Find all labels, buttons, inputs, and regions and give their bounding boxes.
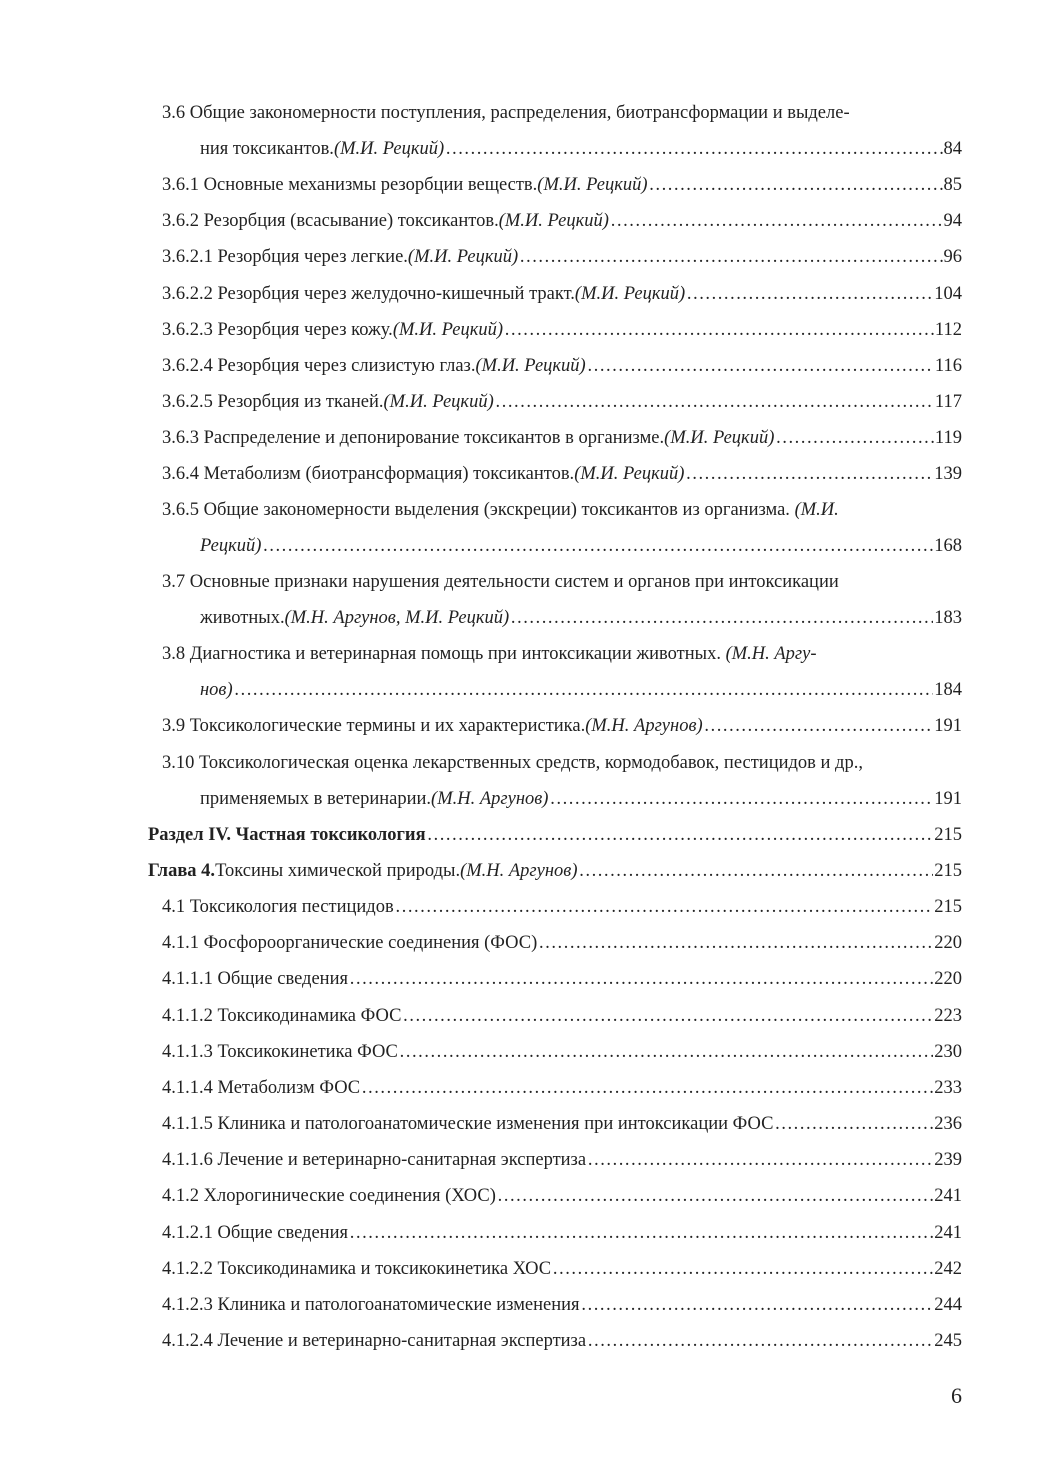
toc-entry[interactable] [162, 426, 962, 450]
toc-entry[interactable] [200, 137, 962, 161]
toc-entry-text: 4.1.1.6 Лечение и ветеринарно-санитарная экспертиза [162, 1150, 587, 1170]
toc-entry-author: (М.Н. Аргунов) [585, 716, 703, 736]
toc-entry-author: (М.И. Рецкий) [475, 356, 586, 376]
toc-page-number: 245 [934, 1331, 962, 1351]
toc-leader-dots [774, 1112, 933, 1136]
toc-entry[interactable] [162, 1293, 962, 1317]
toc-entry-text: 4.1.2.3 Клиника и патологоанатомические изменения [162, 1295, 580, 1315]
toc-entry[interactable] [162, 1148, 962, 1172]
toc-entry[interactable] [162, 931, 962, 955]
toc-leader-dots [578, 859, 933, 883]
toc-page-number: 96 [943, 247, 962, 267]
toc-entry[interactable] [162, 245, 962, 269]
toc-entry-text: 4.1.1 Фосфороорганические соединения (ФОС) [162, 933, 538, 953]
toc-leader-dots [549, 787, 933, 811]
toc-page-number: 84 [943, 139, 962, 159]
toc-entry-text: 3.8 Диагностика и ветеринарная помощь при интоксикации животных. [162, 644, 721, 664]
toc-entry[interactable] [162, 1184, 962, 1208]
toc-page-number: 119 [934, 428, 962, 448]
toc-entry-text: 3.6.2.2 Резорбция через желудочно-кишечный тракт. [162, 284, 575, 304]
toc-page-number: 236 [934, 1114, 962, 1134]
toc-entry-text: 3.10 Токсикологическая оценка лекарственных средств, кормодобавок, пестицидов и др., [162, 753, 863, 773]
toc-leader-dots [445, 137, 942, 161]
toc-leader-dots [402, 1004, 933, 1028]
toc-entry-line [162, 751, 863, 775]
toc-entry-text: 3.6.1 Основные механизмы резорбции веществ. [162, 175, 538, 195]
toc-entry[interactable] [200, 534, 962, 558]
toc-entry-author: (М.И. Рецкий) [498, 211, 609, 231]
toc-leader-dots [649, 173, 943, 197]
toc-entry-author: (М.Н. Аргунов) [431, 789, 549, 809]
toc-entry[interactable] [148, 859, 962, 883]
toc-entry-text: 3.6 Общие закономерности поступления, распределения, биотрансформации и выделе- [162, 103, 850, 123]
toc-page-number: 233 [934, 1078, 962, 1098]
toc-entry-author: нов) [200, 680, 233, 700]
toc-page-number: 139 [934, 464, 962, 484]
toc-entry[interactable] [162, 895, 962, 919]
toc-entry[interactable] [162, 1076, 962, 1100]
toc-leader-dots [510, 606, 933, 630]
toc-entry[interactable] [162, 354, 962, 378]
toc-leader-dots [587, 354, 934, 378]
toc-entry-text: применяемых в ветеринарии. [200, 789, 432, 809]
toc-leader-dots [552, 1257, 933, 1281]
toc-leader-dots [399, 1040, 933, 1064]
toc-entry-author: (М.И. Рецкий) [664, 428, 775, 448]
toc-entry[interactable] [162, 1040, 962, 1064]
toc-page-number: 230 [934, 1042, 962, 1062]
toc-leader-dots [704, 714, 934, 738]
toc-entry-text: 4.1.2.1 Общие сведения [162, 1223, 348, 1243]
toc-leader-dots [519, 245, 942, 269]
toc-entry[interactable] [162, 1221, 962, 1245]
toc-entry-text: 3.6.2.4 Резорбция через слизистую глаз. [162, 356, 476, 376]
toc-leader-dots [262, 534, 933, 558]
toc-page-number: 220 [934, 969, 962, 989]
toc-page-number: 184 [934, 680, 962, 700]
toc-page-number: 220 [934, 933, 962, 953]
toc-entry-text: 3.6.2.5 Резорбция из тканей. [162, 392, 384, 412]
toc-page-number: 242 [934, 1259, 962, 1279]
page-number: 6 [951, 1383, 962, 1408]
toc-entry-author: Рецкий) [200, 536, 262, 556]
toc-entry-text: 4.1.2.2 Токсикодинамика и токсикокинетика ХОС [162, 1259, 552, 1279]
toc-entry-author: (М.И. [789, 500, 839, 520]
toc-leader-dots [495, 390, 934, 414]
toc-page-number: 168 [934, 536, 962, 556]
toc-leader-dots [538, 931, 933, 955]
toc-page-number: 241 [934, 1223, 962, 1243]
toc-entry-text: 3.7 Основные признаки нарушения деятельности систем и органов при интоксикации [162, 572, 839, 592]
toc-entry[interactable] [200, 678, 962, 702]
toc-entry-text: 4.1.2 Хлорогинические соединения (ХОС) [162, 1186, 496, 1206]
toc-page-number: 191 [934, 716, 962, 736]
toc-entry[interactable] [162, 282, 962, 306]
toc-page-number: 223 [934, 1006, 962, 1026]
toc-page-number: 215 [934, 861, 962, 881]
toc-entry-text: 4.1.1.2 Токсикодинамика ФОС [162, 1006, 402, 1026]
toc-page-number: 104 [934, 284, 962, 304]
toc-page-number: 191 [934, 789, 962, 809]
toc-entry-text: Токсины химической природы. [215, 861, 461, 881]
toc-leader-dots [349, 1221, 933, 1245]
toc-entry[interactable] [162, 318, 962, 342]
toc-entry-text: 4.1.1.3 Токсикокинетика ФОС [162, 1042, 398, 1062]
toc-leader-dots [775, 426, 934, 450]
toc-page-number: 117 [934, 392, 962, 412]
toc-page-number: 183 [934, 608, 962, 628]
toc-entry-text: 4.1.2.4 Лечение и ветеринарно-санитарная экспертиза [162, 1331, 587, 1351]
toc-entry-author: (М.И. Рецкий) [333, 139, 445, 159]
toc-entry-text: 4.1.1.1 Общие сведения [162, 969, 348, 989]
toc-entry-text: 3.9 Токсикологические термины и их характеристика. [162, 716, 586, 736]
toc-entry-author: (М.И. Рецкий) [407, 247, 519, 267]
toc-page-number: 85 [943, 175, 962, 195]
toc-entry-author: (М.И. Рецкий) [537, 175, 648, 195]
toc-entry-text: 3.6.2 Резорбция (всасывание) токсикантов. [162, 211, 499, 231]
toc-entry-line [162, 570, 839, 594]
toc-leader-dots [427, 823, 934, 847]
toc-entry-line [162, 101, 850, 125]
toc-entry[interactable] [162, 209, 962, 233]
toc-leader-dots [234, 678, 934, 702]
toc-entry-author: (М.И. Рецкий) [574, 284, 686, 304]
toc-page-number: 116 [934, 356, 962, 376]
toc-entry[interactable] [162, 1257, 962, 1281]
toc-leader-dots [361, 1076, 933, 1100]
toc-page-number: 215 [934, 897, 962, 917]
toc-leader-dots [587, 1329, 933, 1353]
toc-entry-author: (М.И. Рецкий) [392, 320, 504, 340]
toc-entry-author: (М.И. Рецкий) [574, 464, 685, 484]
toc-entry-text: 3.6.2.1 Резорбция через легкие. [162, 247, 408, 267]
toc-entry[interactable] [162, 714, 962, 738]
toc-entry-line [162, 642, 817, 666]
toc-entry-heading: Глава 4. [148, 861, 216, 881]
toc-page-number: 239 [934, 1150, 962, 1170]
toc-entry[interactable] [200, 606, 962, 630]
toc-entry-text: ния токсикантов. [200, 139, 334, 159]
toc-leader-dots [504, 318, 934, 342]
toc-entry[interactable] [200, 787, 962, 811]
toc-entry[interactable] [162, 1329, 962, 1353]
toc-entry-heading: Раздел IV. Частная токсикология [148, 825, 426, 845]
toc-leader-dots [497, 1184, 933, 1208]
toc-entry[interactable] [162, 173, 962, 197]
toc-entry-text: 3.6.2.3 Резорбция через кожу. [162, 320, 393, 340]
toc-entry-line [162, 498, 839, 522]
toc-entry-author: (М.Н. Аргунов) [460, 861, 578, 881]
toc-entry-text: 4.1 Токсикология пестицидов [162, 897, 394, 917]
toc-entry-text: 3.6.5 Общие закономерности выделения (экскреции) токсикантов из организма. [162, 500, 790, 520]
toc-page-number: 94 [943, 211, 962, 231]
toc-entry[interactable] [162, 1004, 962, 1028]
toc-entry-text: 3.6.3 Распределение и депонирование токсикантов в организме. [162, 428, 665, 448]
toc-entry[interactable] [162, 462, 962, 486]
toc-leader-dots [587, 1148, 933, 1172]
toc-leader-dots [685, 462, 933, 486]
toc-entry[interactable] [148, 823, 962, 847]
toc-entry-text: 4.1.1.5 Клиника и патологоанатомические изменения при интоксикации ФОС [162, 1114, 774, 1134]
toc-entry-text: 4.1.1.4 Метаболизм ФОС [162, 1078, 361, 1098]
toc-page-number: 112 [934, 320, 962, 340]
toc-page-number: 244 [934, 1295, 962, 1315]
toc-page-number: 241 [934, 1186, 962, 1206]
toc-page-number: 215 [934, 825, 962, 845]
toc-entry[interactable] [162, 967, 962, 991]
toc-entry-author: (М.Н. Аргу- [720, 644, 817, 664]
toc-entry[interactable] [162, 390, 962, 414]
toc-entry-author: (М.Н. Аргунов, М.И. Рецкий) [284, 608, 510, 628]
toc-entry-text: 3.6.4 Метаболизм (биотрансформация) токсикантов. [162, 464, 575, 484]
toc-leader-dots [349, 967, 933, 991]
toc-leader-dots [395, 895, 934, 919]
toc-entry-text: животных. [200, 608, 285, 628]
toc-leader-dots [610, 209, 943, 233]
toc-entry-author: (М.И. Рецкий) [383, 392, 494, 412]
toc-entry[interactable] [162, 1112, 962, 1136]
toc-leader-dots [686, 282, 933, 306]
toc-leader-dots [581, 1293, 934, 1317]
